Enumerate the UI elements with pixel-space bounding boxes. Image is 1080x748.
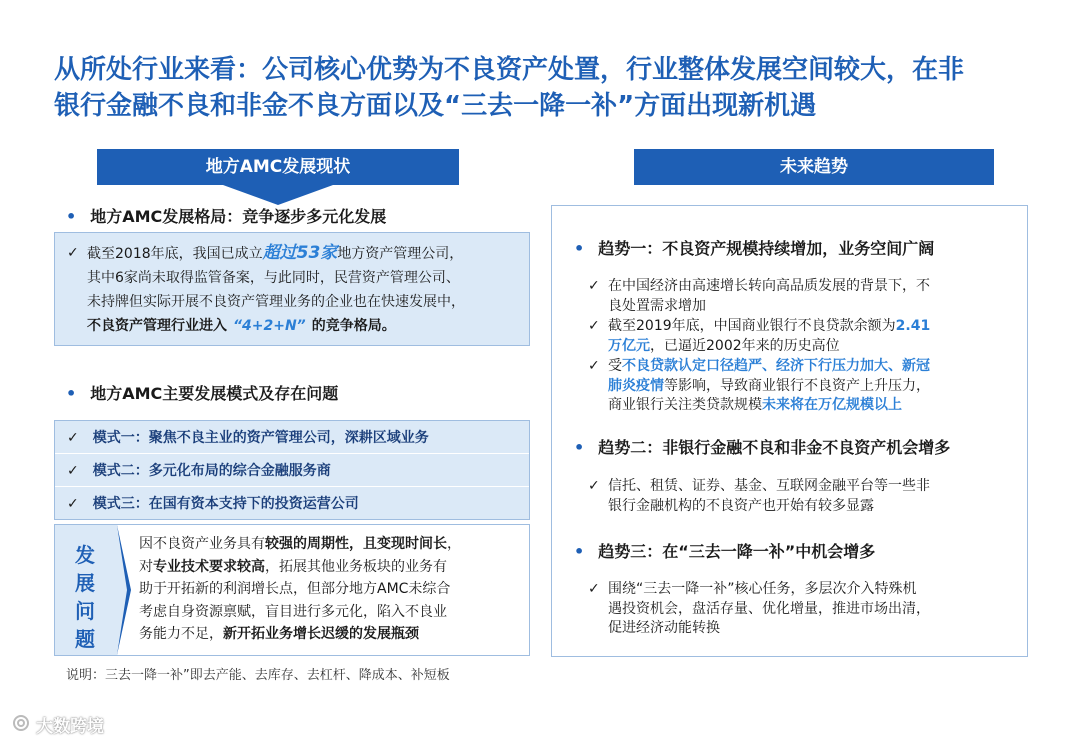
issues-label-char: 发 — [75, 543, 95, 567]
landscape-bold-a: 不良资产管理行业进入 — [87, 318, 227, 334]
npl-amount-unit: 万亿元 — [608, 337, 650, 354]
watermark-logo-icon — [10, 713, 32, 733]
trend1-item-2: ✓ 截至2019年底，中国商业银行不良贷款余额为2.41 万亿元，已逼近2002年来的历史高位 — [588, 318, 931, 354]
issues-text — [139, 533, 525, 646]
section1-heading-text: 地方AMC发展格局：竞争逐步多元化发展 — [90, 207, 387, 226]
page-title — [54, 52, 1044, 124]
trend3-heading: • 趋势三：在“三去一降一补”中机会增多 — [574, 542, 876, 561]
section1-heading — [66, 206, 386, 228]
issues-line-3: 助于开拓新的利润增长点，但部分地方AMC未综合 — [139, 581, 451, 597]
mode-item-3 — [67, 494, 359, 514]
landscape-bold-b: 的竞争格局。 — [311, 318, 396, 334]
issues-bold-1: 较强的周期性，且变现时间长 — [265, 536, 447, 552]
check-icon: ✓ — [588, 581, 600, 597]
left-banner: 地方AMC发展现状 — [97, 149, 459, 185]
chevron-inner — [117, 525, 127, 655]
bullet-dot: • — [66, 384, 77, 403]
check-icon: ✓ — [588, 358, 600, 374]
landscape-box — [54, 232, 530, 346]
trend1-item-3: ✓ 受不良贷款认定口径趋严、经济下行压力加大、新冠 肺炎疫情等影响，导致商业银行不良资产上升压力， 商业银行关注类贷款规模未来将在万亿规模以上 — [588, 358, 930, 413]
landscape-text-b: 地方资产管理公司， — [337, 246, 464, 262]
watermark-text: 大数跨境 — [36, 717, 104, 737]
check-icon: ✓ — [588, 318, 600, 334]
landscape-line-4 — [87, 314, 519, 338]
issues-label-char: 展 — [75, 571, 95, 595]
trend3-item-1: ✓ 围绕“三去一降一补”核心任务，多层次介入特殊机 遇投资机会，盘活存量、优化增量，推进市场出清， 促进经济动能转换 — [588, 581, 930, 636]
issues-line-2: 对专业技术要求较高，拓展其他业务板块的业务有 — [139, 558, 447, 575]
issues-bold-2: 专业技术要求较高 — [153, 558, 265, 575]
check-icon: ✓ — [67, 463, 79, 479]
right-banner: 未来趋势 — [634, 149, 994, 185]
trend2-heading: • 趋势二：非银行金融不良和非金不良资产机会增多 — [574, 438, 951, 457]
trend2-item-1: ✓ 信托、租赁、证券、基金、互联网金融平台等一些非 银行金融机构的不良资产也开始有较多显露 — [588, 478, 930, 514]
title-line-2: 银行金融不良和非金不良方面以及“三去一降一补”方面出现新机遇 — [54, 91, 817, 121]
check-icon: ✓ — [67, 496, 79, 512]
landscape-line-2: 其中6家尚未取得监管备案，与此同时，民营资产管理公司、 — [87, 270, 460, 286]
check-icon: ✓ — [588, 478, 600, 494]
landscape-line-1 — [87, 241, 519, 266]
issues-label-char: 题 — [75, 627, 95, 651]
landscape-text-a: 截至2018年底，我国已成立 — [87, 246, 263, 262]
mode-divider — [55, 453, 529, 454]
issues-line-5: 务能力不足，新开拓业务增长迟缓的发展瓶颈 — [139, 626, 419, 642]
mode-label-3: 模式三：在国有资本支持下的投资运营公司 — [92, 496, 359, 512]
issues-label — [55, 525, 117, 655]
check-icon: ✓ — [67, 430, 79, 446]
issues-box — [54, 524, 530, 656]
bullet-dot: • — [574, 239, 585, 258]
issues-line-1: 因不良资产业务具有较强的周期性，且变现时间长， — [139, 536, 461, 552]
issues-bold-3: 新开拓业务增长迟缓的发展瓶颈 — [223, 626, 419, 642]
section2-heading — [66, 383, 338, 405]
bullet-dot: • — [574, 542, 585, 561]
check-icon: ✓ — [588, 278, 600, 294]
mode-divider — [55, 486, 529, 487]
mode-item-1 — [67, 428, 429, 448]
landscape-highlight-structure: “4+2+N” — [233, 318, 306, 334]
bullet-dot: • — [574, 438, 585, 457]
trend1-item-1: ✓ 在中国经济由高速增长转向高品质发展的背景下，不 良处置需求增加 — [588, 278, 930, 314]
check-icon: ✓ — [67, 245, 79, 261]
section2-heading-text: 地方AMC主要发展模式及存在问题 — [90, 384, 339, 403]
title-line-1: 从所处行业来看：公司核心优势为不良资产处置，行业整体发展空间较大，在非 — [54, 55, 965, 85]
issues-label-char: 问 — [75, 599, 95, 623]
mode-item-2 — [67, 461, 331, 481]
footnote: 说明：三去一降一补”即去产能、去库存、去杠杆、降成本、补短板 — [66, 668, 450, 683]
mode-label-2: 模式二：多元化布局的综合金融服务商 — [92, 463, 331, 479]
landscape-highlight-count: 超过53家 — [262, 243, 338, 263]
npl-amount-value: 2.41 — [895, 318, 931, 334]
trends-box — [551, 205, 1028, 657]
bullet-dot: • — [66, 207, 77, 226]
trend1-heading: • 趋势一：不良资产规模持续增加，业务空间广阔 — [574, 239, 935, 258]
modes-box — [54, 420, 530, 520]
landscape-line-3: 未持牌但实际开展不良资产管理业务的企业也在快速发展中， — [87, 294, 465, 310]
mode-label-1: 模式一：聚焦不良主业的资产管理公司，深耕区域业务 — [92, 430, 429, 446]
issues-line-4: 考虑自身资源禀赋，盲目进行多元化，陷入不良业 — [139, 603, 447, 620]
left-banner-arrow — [223, 185, 333, 205]
